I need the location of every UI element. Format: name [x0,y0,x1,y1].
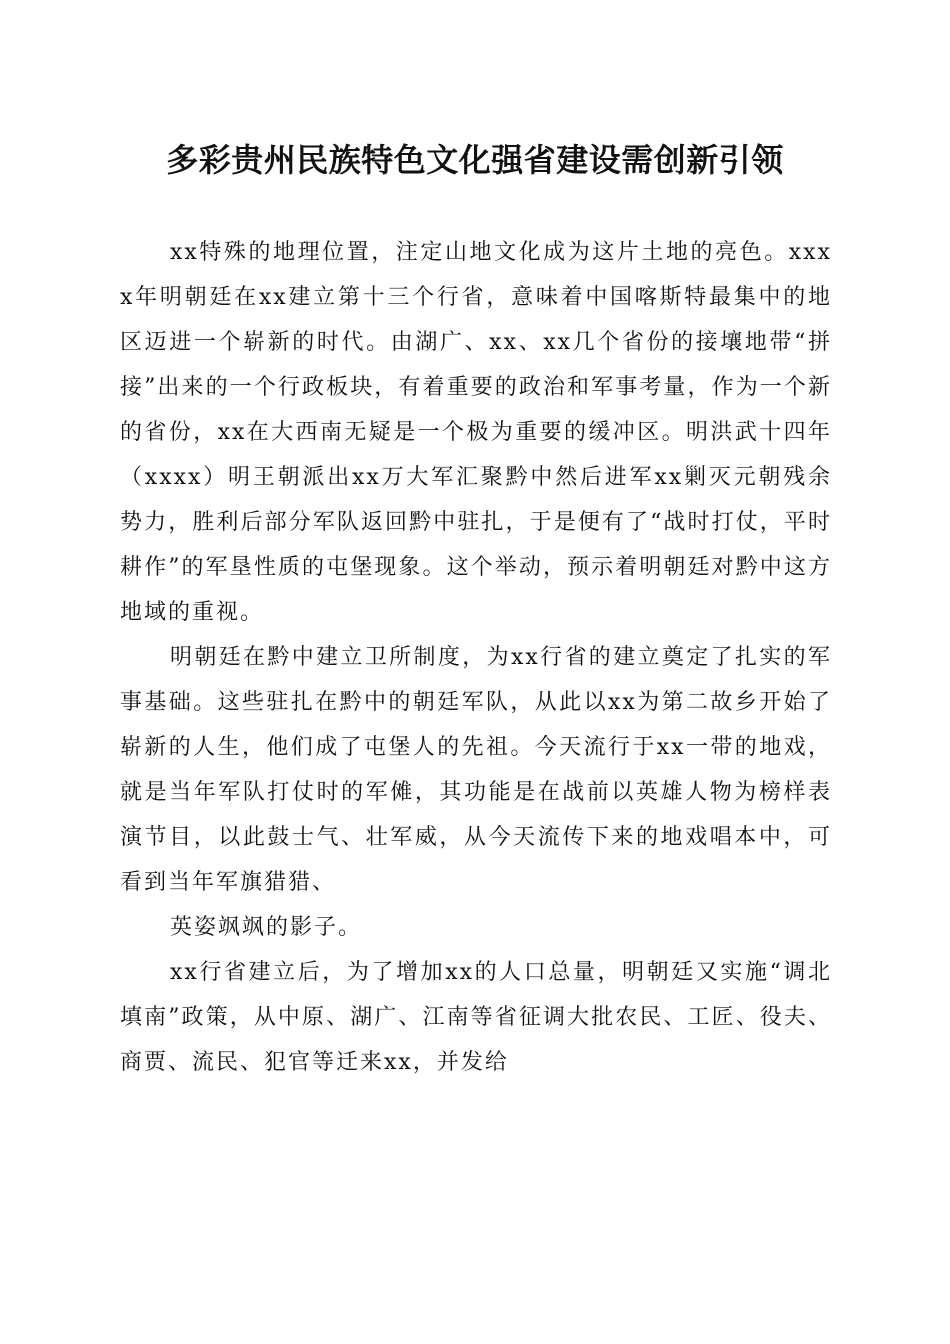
paragraph-1: xx特殊的地理位置，注定山地文化成为这片土地的亮色。xxxx年明朝廷在xx建立第十三个行省，意味着中国喀斯特最集中的地区迈进一个崭新的时代。由湖广、xx、xx几个省份的接壤地带“拼接”出来的一个行政板块，有着重要的政治和军事考量，作为一个新的省份，xx在大西南无疑是一个极为重要的缓冲区。明洪武十四年（xxxx）明王朝派出xx万大军汇聚黔中然后进军xx剿灭元朝残余势力，胜利后部分军队返回黔中驻扎，于是便有了“战时打仗，平时耕作”的军垦性质的屯堡现象。这个举动，预示着明朝廷对黔中这方地域的重视。 [120,240,832,625]
document-body [120,230,832,1085]
paragraph-4: xx行省建立后，为了增加xx的人口总量，明朝廷又实施“调北填南”政策，从中原、湖广、江南等省征调大批农民、工匠、役夫、商贾、流民、犯官等迁来xx，并发给 [120,960,832,1075]
paragraph-3: 英姿飒飒的影子。 [170,915,363,940]
document-title: 多彩贵州民族特色文化强省建设需创新引领 [166,141,784,179]
paragraph-2: 明朝廷在黔中建立卫所制度，为xx行省的建立奠定了扎实的军事基础。这些驻扎在黔中的朝廷军队，从此以xx为第二故乡开始了崭新的人生，他们成了屯堡人的先祖。今天流行于xx一带的地戏，就是当年军队打仗时的军傩，其功能是在战前以英雄人物为榜样表演节目，以此鼓士气、壮军威，从今天流传下来的地戏唱本中，可看到当年军旗猎猎、 [120,645,832,895]
